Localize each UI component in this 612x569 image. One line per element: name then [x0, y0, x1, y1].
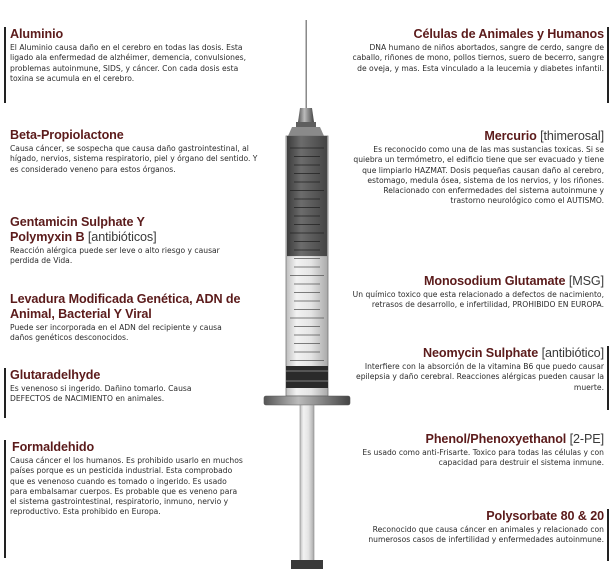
entry-title: Aluminio: [10, 27, 64, 41]
entry-body: Interfiere con la absorción de la vitamina B6 que puedo causar epilepsia y daño cerebral. Reacciones alérgicas pueden causar la muerte.: [356, 362, 604, 392]
entry-title: Glutaradelhyde: [10, 368, 101, 382]
entry-body: Reconocido que causa cáncer en animales y relacionado con numerosos casos de infertilidad y enfermedades autoinmune.: [368, 525, 604, 545]
entry-msg: [350, 274, 604, 311]
entry-glutaradelhyde: [10, 368, 200, 405]
entry-beta-propiolactone: [10, 128, 260, 175]
entry-title: Polysorbate 80 & 20: [486, 509, 604, 523]
entry-bar: [607, 346, 609, 410]
entry-title: Mercurio [thimerosal]: [484, 129, 604, 143]
syringe-fluid: [287, 136, 327, 256]
entry-title: Beta-Propiolactone: [10, 128, 124, 142]
entry-phenol: [350, 432, 604, 469]
entry-title: Formaldehido: [12, 440, 95, 454]
entry-body: DNA humano de niños abortados, sangre de cerdo, sangre de caballo, riñones de mono, pollos tiernos, suero de becerro, sangre de oveja, y mas. Esta vinculado a la leucemia y diabetes infantil.: [352, 43, 604, 73]
entry-bar: [4, 440, 6, 558]
entry-mercurio: [350, 129, 604, 207]
entry-title: Células de Animales y Humanos: [413, 27, 604, 41]
entry-bar: [607, 509, 609, 561]
entry-body: Es usado como anti-Frisarte. Toxico para todas las células y con capacidad para destruir el sistema inmune.: [362, 448, 604, 468]
entry-aluminio: [10, 27, 260, 84]
entry-body: Es reconocido como una de las mas sustancias toxicas. Si se quiebra un termómetro, el edificio tiene que ser evacuado y tiene que limpiarlo HAZMAT. Dosis pequeñas causan daño al cerebro, estomago, medula ósea, sistema de los nervios, y los riñones. Relacionado con enfermedades del sistema autoinmune y trastorno neurológico como el AUTISMO.: [353, 145, 604, 206]
entry-bar: [4, 368, 6, 418]
entry-title: Monosodium Glutamate [MSG]: [423, 274, 604, 288]
entry-title: Levadura Modificada Genética, ADN de Animal, Bacterial Y Viral: [10, 292, 241, 321]
entry-levadura: [10, 292, 268, 344]
entry-neomycin: [350, 346, 604, 393]
entry-gentamicin: [10, 215, 220, 267]
entry-body: Reacción alérgica puede ser leve o alto riesgo y causar perdida de Vida.: [10, 246, 220, 266]
entry-body: Causa cáncer, se sospecha que causa daño gastrointestinal, al hígado, nervios, sistema respiratorio, piel y órgano del sentido. Y es considerado veneno para estos órganos.: [10, 144, 258, 174]
entry-title: Gentamicin Sulphate Y Polymyxin B [antibióticos]: [10, 215, 157, 244]
entry-title: Phenol/Phenoxyethanol [2-PE]: [425, 432, 604, 446]
entry-body: Es venenoso si ingerido. Dañino tomarlo. Causa DEFECTOS de NACIMIENTO en animales.: [10, 384, 192, 404]
entry-bar: [607, 27, 609, 103]
entry-body: El Aluminio causa daño en el cerebro en todas las dosis. Esta ligado ala enfermedad de alzhéimer, demencia, convulsiones, problemas autoinmune, SIDS, y cáncer. Con cada dosis esta toxina se acumula en el cerebro.: [10, 43, 247, 83]
entry-title: Neomycin Sulphate [antibiótico]: [423, 346, 604, 360]
entry-body: Causa cáncer el los humanos. Es prohibido usarlo en muchos países porque es un pesticida industrial. Esta comprobado que es venenoso cuando es tomado o ingerido. Es usado para embalsamar cuerpos. Es probable que es veneno para el sistema gastrointestinal, respiratorio, inmuno, nervio y reproductivo. Esta prohibido en Europa.: [10, 456, 243, 517]
entry-bar: [4, 27, 6, 103]
entry-polysorbate: [350, 509, 604, 546]
entry-celulas: [350, 27, 604, 74]
entry-body: Puede ser incorporada en el ADN del recipiente y causa daños genéticos desconocidos.: [10, 323, 222, 343]
entry-formaldehido: [10, 440, 246, 518]
syringe-icon: [262, 0, 352, 569]
entry-body: Un químico toxico que esta relacionado a defectos de nacimiento, retrasos de desarrollo, e infertilidad, PROHIBIDO EN EUROPA.: [352, 290, 604, 310]
